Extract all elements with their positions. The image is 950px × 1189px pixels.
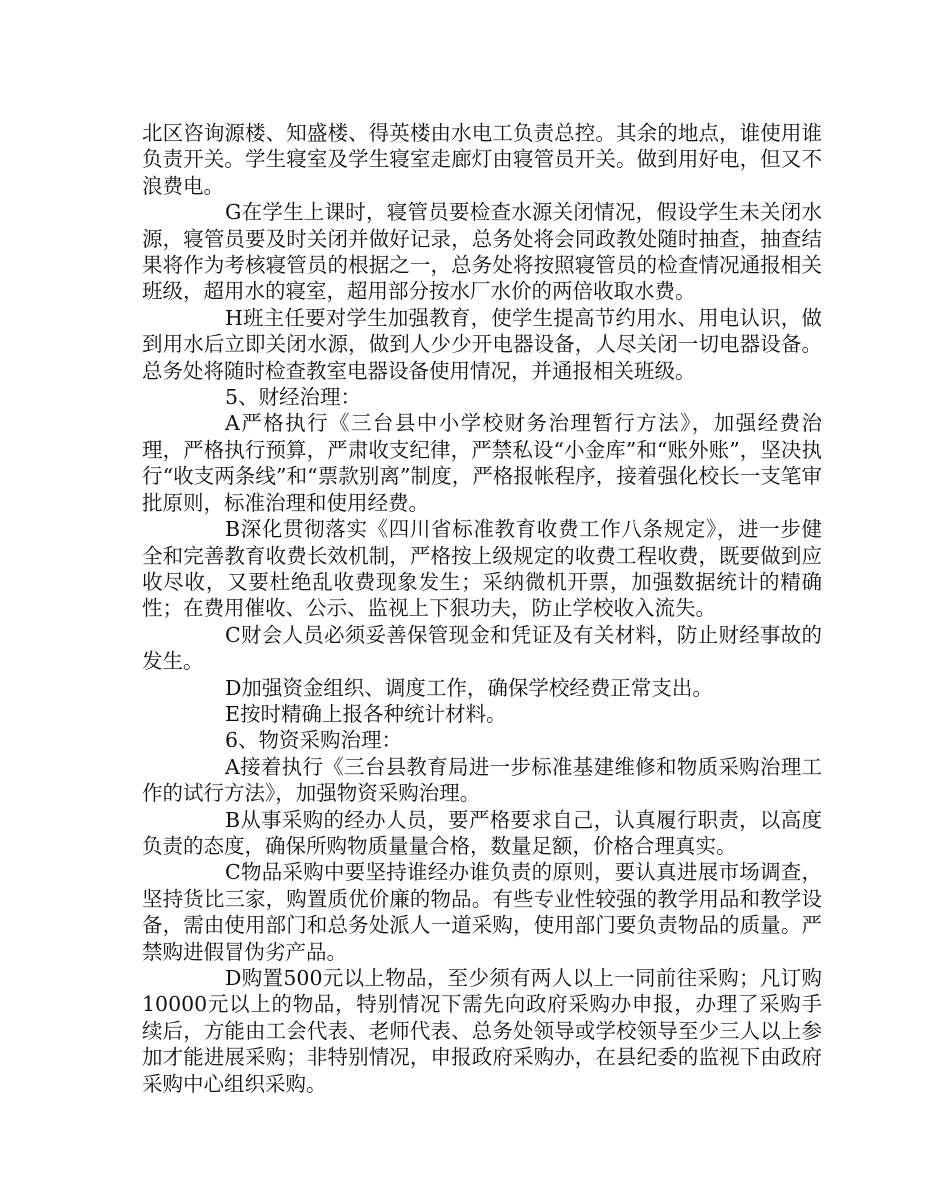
paragraph-item-c-cash-custody: C财会人员必须妥善保管现金和凭证及有关材料，防止财经事故的发生。	[142, 622, 822, 674]
paragraph-item-e-statistics: E按时精确上报各种统计材料。	[225, 701, 507, 726]
paragraph-electricity-control: 北区咨询源楼、知盛楼、得英楼由水电工负责总控。其余的地点，谁使用谁负责开关。学生寝室及学生寝室走廊灯由寝管员开关。做到用好电，但又不浪费电。	[142, 121, 822, 198]
paragraph-item-g-water-check: G在学生上课时，寝管员要检查水源关闭情况，假设学生未关闭水源，寝管员要及时关闭并做好记录，总务处将会同政教处随时抽查，抽查结果将作为考核寝管员的根据之一，总务处将按照寝管员的检查情况通报相关班级，超用水的寝室，超用部分按水厂水价的两倍收取水费。	[142, 200, 822, 304]
paragraph-item-b-purchaser-duty: B从事采购的经办人员，要严格要求自己，认真履行职责，以高度负责的态度，确保所购物质量量合格，数量足额，价格合理真实。	[142, 807, 822, 858]
paragraph-item-b-fee-regulation: B深化贯彻落实《四川省标准教育收费工作八条规定》，进一步健全和完善教育收费长效机制，严格按上级规定的收费工程收费，既要做到应收尽收，又要杜绝乱收费现象发生；采纳微机开票，加强数据统计的精确性；在费用催收、公示、监视上下狠功夫，防止学校收入流失。	[142, 517, 822, 621]
paragraph-item-c-market-survey: C物品采购中要坚持谁经办谁负责的原则，要认真进展市场调查，坚持货比三家，购置质优价廉的物品。有些专业性较强的教学用品和教学设备，需由使用部门和总务处派人一道采购，使用部门要负责物品的质量。严禁购进假冒伪劣产品。	[142, 860, 822, 964]
document-page	[142, 120, 822, 1097]
paragraph-item-a-finance-rules: A严格执行《三台县中小学校财务治理暂行方法》，加强经费治理，严格执行预算，严肃收支纪律，严禁私设“小金库”和“账外账”，坚决执行“收支两条线”和“票款别离”制度，严格报帐程序，接着强化校长一支笔审批原则，标准治理和使用经费。	[142, 411, 822, 515]
section-heading-finance: 5、财经治理：	[225, 385, 362, 410]
paragraph-item-d-purchase-threshold: D购置500元以上物品，至少须有两人以上一同前往采购；凡订购10000元以上的物品，特别情况下需先向政府采购办申报，办理了采购手续后，方能由工会代表、老师代表、总务处领导或学校领导至少三人以上参加才能进展采购；非特别情况，申报政府采购办，在县纪委的监视下由政府采购中心组织采购。	[142, 966, 822, 1096]
paragraph-item-d-fund-scheduling: D加强资金组织、调度工作，确保学校经费正常支出。	[225, 675, 713, 700]
paragraph-item-a-procurement-rules: A接着执行《三台县教育局进一步标准基建维修和物质采购治理工作的试行方法》，加强物资采购治理。	[142, 754, 822, 806]
section-heading-procurement: 6、物资采购治理：	[225, 728, 403, 753]
paragraph-item-h-teacher-education: H班主任要对学生加强教育，使学生提高节约用水、用电认识，做到用水后立即关闭水源，做到人少少开电器设备，人尽关闭一切电器设备。总务处将随时检查教室电器设备使用情况，并通报相关班级。	[142, 305, 822, 383]
